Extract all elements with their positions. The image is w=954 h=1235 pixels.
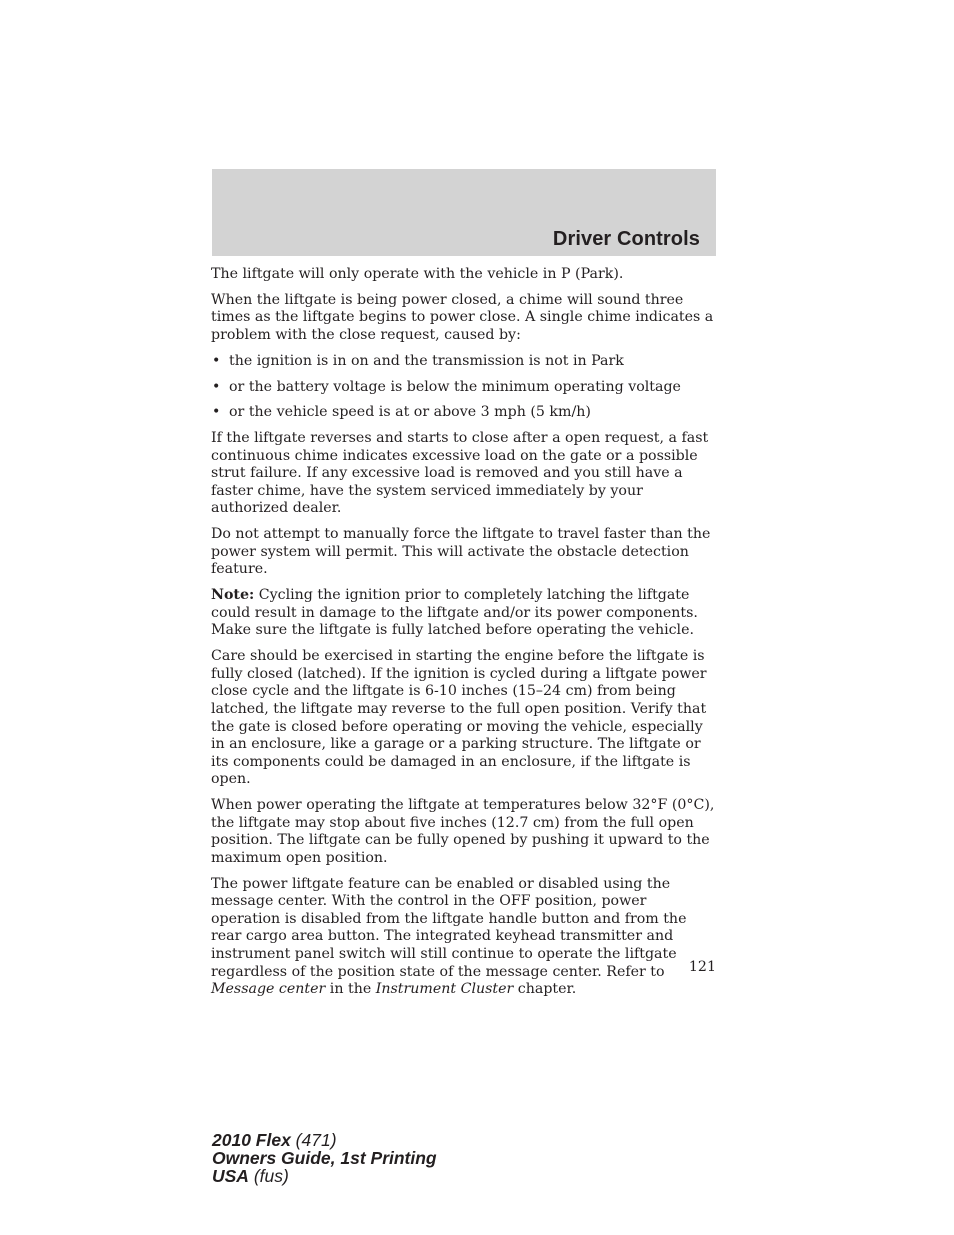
paragraph-text: The power liftgate feature can be enabled or disabled using the message center. With the control in the OFF position, power operation is disabled from the liftgate handle button and from the rear cargo area button. The integrated keyhead transmitter and instrument panel switch will still continue to operate the liftgate regardless of the position state of the message center. Refer to	[211, 875, 687, 980]
instrument-cluster-reference: Instrument Cluster	[375, 981, 514, 998]
paragraph-text: in the	[325, 981, 376, 998]
page-content	[211, 266, 717, 1007]
paragraph-cold-temperature: When power operating the liftgate at temperatures below 32°F (0°C), the liftgate may stop about five inches (12.7 cm) from the full open position. The liftgate can be fully opened by pushing it upward to the maximum open position.	[211, 797, 715, 866]
section-title: Driver Controls	[552, 228, 700, 250]
list-item-text: or the battery voltage is below the minimum operating voltage	[229, 378, 681, 395]
footer-line-guide: Owners Guide, 1st Printing	[212, 1148, 437, 1168]
list-item-text: or the vehicle speed is at or above 3 mph (5 km/h)	[229, 404, 591, 421]
list-item-text: the ignition is in on and the transmission is not in Park	[229, 352, 624, 369]
footer-line-model	[212, 1131, 437, 1149]
note-text: Cycling the ignition prior to completely latching the liftgate could result in damage to the liftgate and/or its power components. Make sure the liftgate is fully latched before operating the vehicle.	[211, 587, 698, 639]
note-label: Note:	[211, 587, 255, 604]
list-item	[211, 379, 717, 397]
paragraph-text: chapter.	[513, 981, 577, 998]
footer-market: USA	[212, 1166, 249, 1186]
paragraph-chime-close: When the liftgate is being power closed, a chime will sound three times as the liftgate begins to power close. A single chime indicates a problem with the close request, caused by:	[211, 291, 714, 343]
footer-model: 2010 Flex	[212, 1130, 291, 1150]
list-item	[211, 353, 717, 371]
footer-market-code: (fus)	[248, 1166, 289, 1186]
bullet-icon: •	[212, 404, 221, 421]
paragraph-park-requirement: The liftgate will only operate with the vehicle in P (Park).	[211, 266, 624, 282]
close-request-causes-list	[211, 353, 717, 422]
list-item	[211, 404, 717, 422]
paragraph-do-not-force: Do not attempt to manually force the liftgate to travel faster than the power system will permit. This will activate the obstacle detection feature.	[211, 526, 711, 578]
paragraph-fast-chime: If the liftgate reverses and starts to close after a open request, a fast continuous chime indicates excessive load on the gate or a possible strut failure. If any excessive load is removed and you still have a faster chime, have the system serviced immediately by your authorized dealer.	[211, 430, 709, 517]
footer-model-code: (471)	[290, 1130, 337, 1150]
paragraph-message-center	[211, 876, 717, 999]
paragraph-care-starting-engine: Care should be exercised in starting the engine before the liftgate is fully closed (latched). If the ignition is cycled during a liftgate power close cycle and the liftgate is 6-10 inches (15–24 cm) from being latched, the liftgate may reverse to the full open position. Verify that the gate is closed before operating or moving the vehicle, especially in an enclosure, like a garage or a parking structure. The liftgate or its components could be damaged in an enclosure, if the liftgate is open.	[211, 648, 707, 788]
page-number: 121	[688, 959, 716, 975]
note-paragraph	[211, 587, 717, 640]
section-header-band	[212, 169, 716, 256]
bullet-icon: •	[212, 378, 221, 395]
footer-line-market	[212, 1167, 437, 1185]
document-footer	[212, 1131, 437, 1185]
message-center-reference: Message center	[211, 981, 326, 998]
bullet-icon: •	[212, 352, 221, 369]
